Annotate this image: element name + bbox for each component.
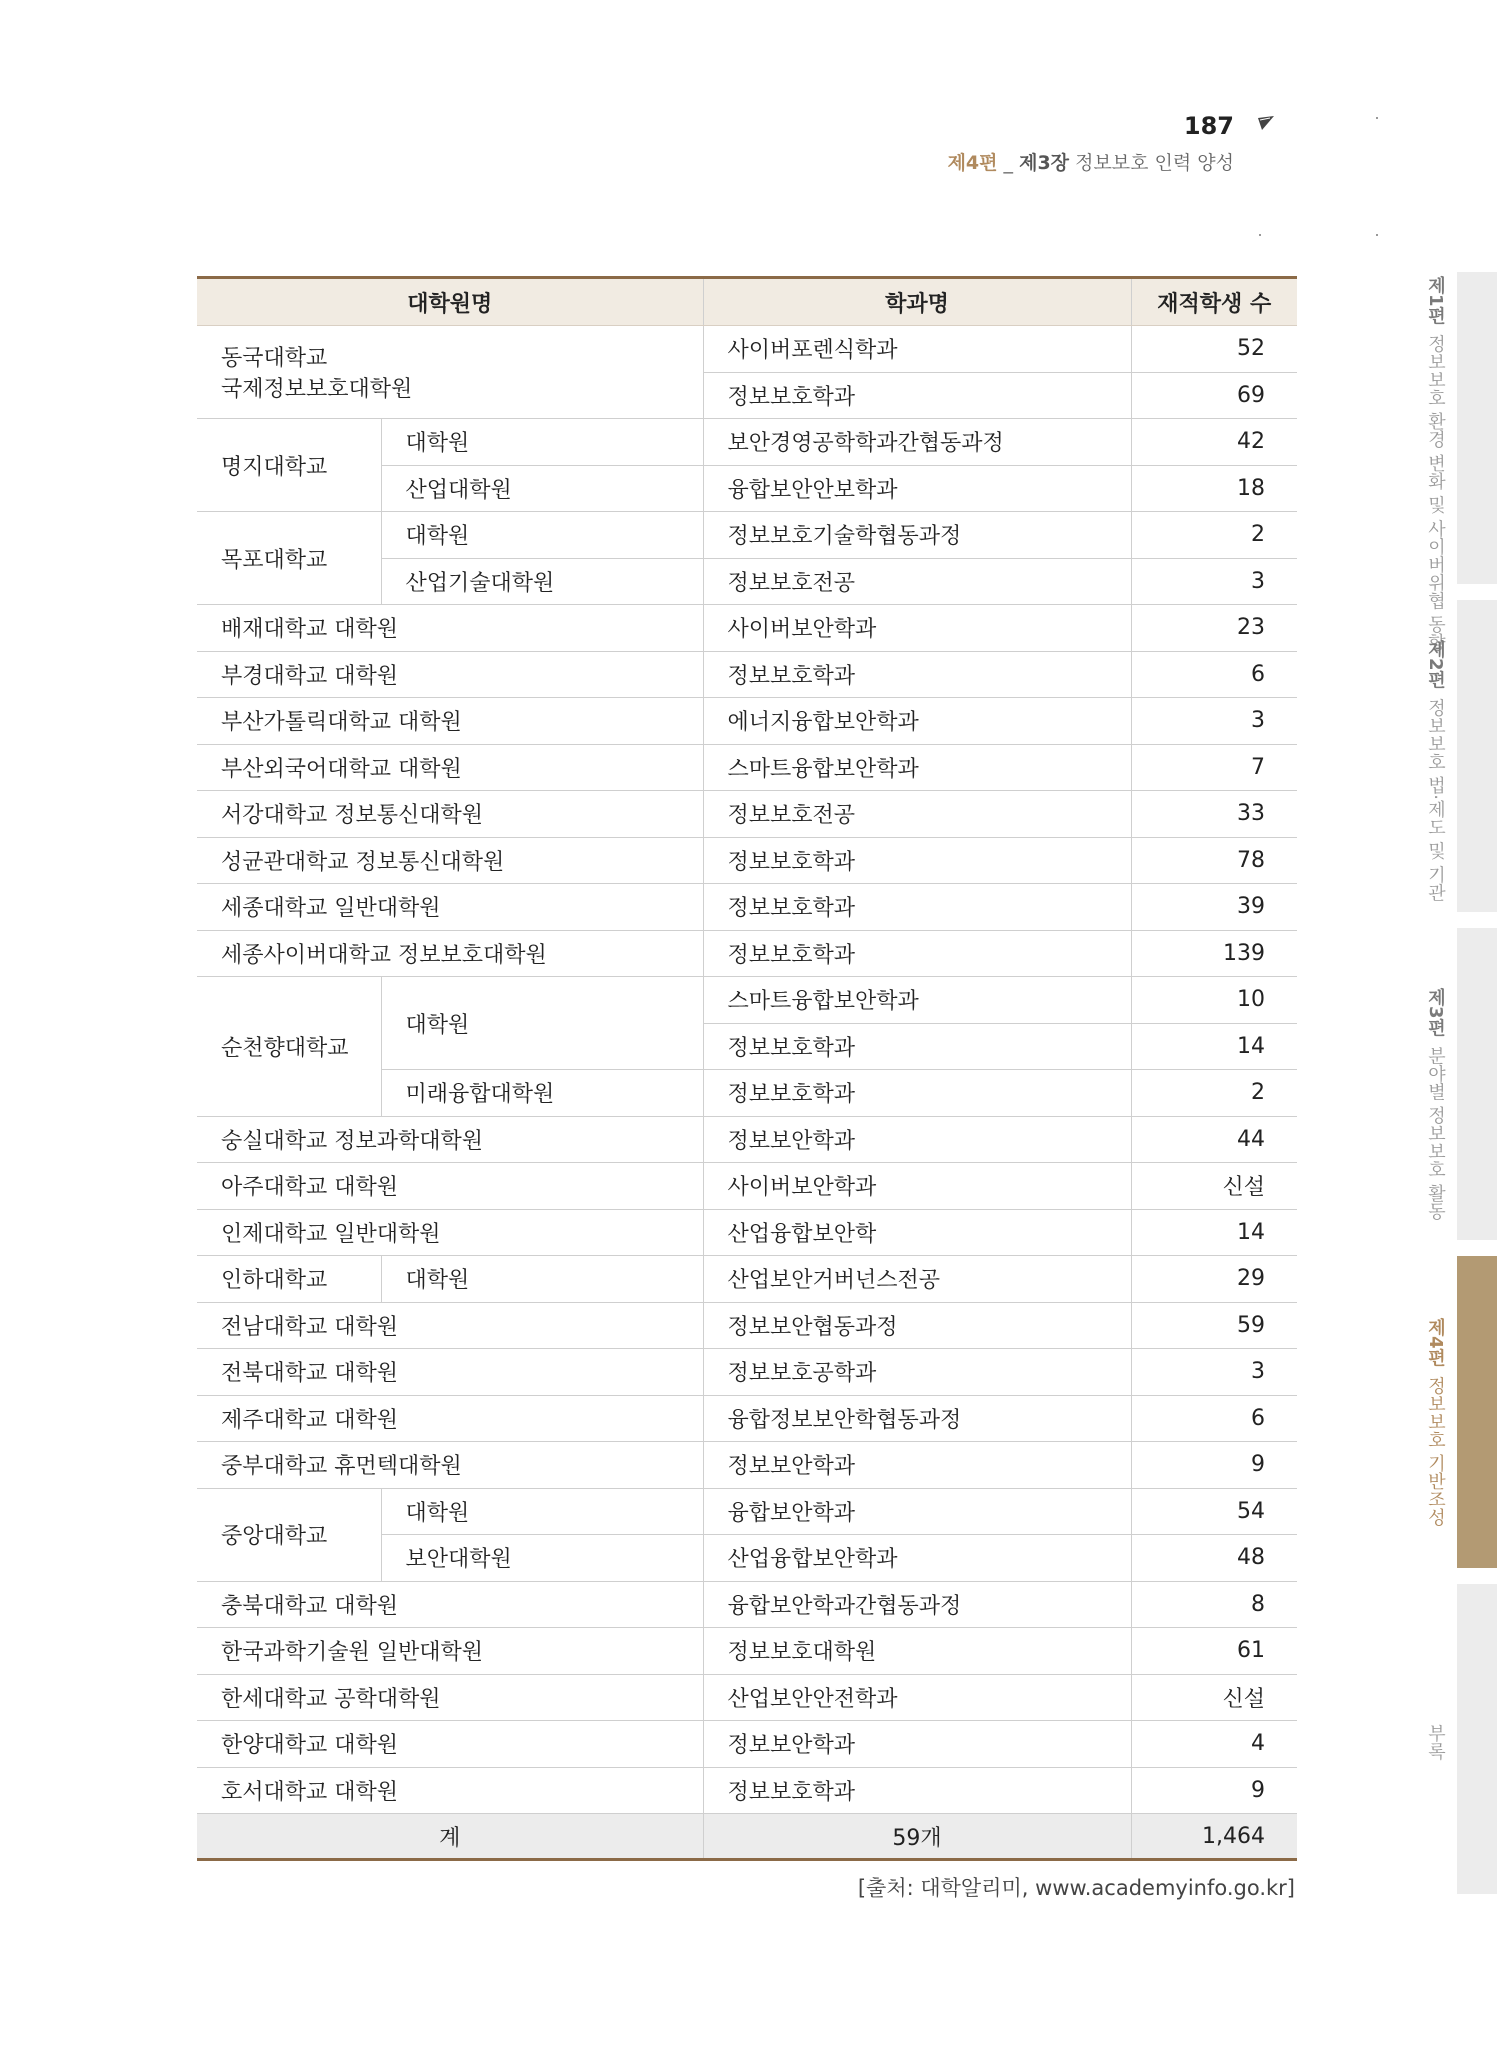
count-cell: 69 [1131,372,1297,419]
department-cell: 정보보호학과 [703,837,1131,884]
total-department-count: 59개 [703,1814,1131,1860]
university-cell: 부산가톨릭대학교 대학원 [197,698,703,745]
department-cell: 융합보안학과 [703,1488,1131,1535]
university-cell: 전남대학교 대학원 [197,1302,703,1349]
count-cell: 42 [1131,419,1297,466]
table-row [197,1721,1297,1768]
department-cell: 사이버포렌식학과 [703,326,1131,373]
crop-mark [1259,234,1261,236]
count-cell: 신설 [1131,1163,1297,1210]
university-cell: 아주대학교 대학원 [197,1163,703,1210]
department-cell: 정보보호학과 [703,930,1131,977]
department-cell: 스마트융합보안학과 [703,744,1131,791]
count-cell: 9 [1131,1442,1297,1489]
table-row [197,1209,1297,1256]
table-row [197,1628,1297,1675]
graduate-school-table [197,276,1297,1861]
table-row [197,791,1297,838]
side-label-part: 제1편 [1425,276,1446,325]
chapter-title [948,148,1234,175]
side-label-part: 제3편 [1425,988,1446,1037]
chapter-name: 정보보호 인력 양성 [1069,152,1234,174]
department-cell: 보안경영공학학과간협동과정 [703,419,1131,466]
count-cell: 7 [1131,744,1297,791]
department-cell: 정보보안학과 [703,1116,1131,1163]
department-cell: 정보보호학과 [703,372,1131,419]
university-cell: 서강대학교 정보통신대학원 [197,791,703,838]
table-row [197,744,1297,791]
side-label-title: 정보보호 법·제도 및 기관 [1425,698,1446,902]
department-cell: 산업융합보안학 [703,1209,1131,1256]
count-cell: 78 [1131,837,1297,884]
count-cell: 59 [1131,1302,1297,1349]
count-cell: 6 [1131,1395,1297,1442]
department-cell: 산업보안거버넌스전공 [703,1256,1131,1303]
university-cell: 배재대학교 대학원 [197,605,703,652]
chapter-number: 제3장 [1019,152,1070,174]
count-cell: 2 [1131,512,1297,559]
department-cell: 사이버보안학과 [703,1163,1131,1210]
count-cell: 23 [1131,605,1297,652]
university-cell: 성균관대학교 정보통신대학원 [197,837,703,884]
side-label-part2 [1412,640,1448,901]
side-label-title: 부록 [1425,1724,1446,1760]
count-cell: 3 [1131,558,1297,605]
side-label-title: 정보보호 환경 변화 및 사이버위협 동향 [1425,334,1446,652]
count-cell: 3 [1131,1349,1297,1396]
table-row [197,1302,1297,1349]
count-cell: 54 [1131,1488,1297,1535]
column-header-university: 대학원명 [197,278,703,326]
table-row [197,1488,1297,1535]
university-cell: 동국대학교 국제정보보호대학원 [197,326,703,419]
side-label-part1 [1412,276,1448,651]
university-cell: 인하대학교 [197,1256,381,1303]
department-cell: 정보보호학과 [703,884,1131,931]
school-cell: 대학원 [381,512,703,559]
count-cell: 39 [1131,884,1297,931]
source-note: [출처: 대학알리미, www.academyinfo.go.kr] [857,1876,1295,1900]
count-cell: 신설 [1131,1674,1297,1721]
count-cell: 6 [1131,651,1297,698]
university-cell: 전북대학교 대학원 [197,1349,703,1396]
school-cell: 산업기술대학원 [381,558,703,605]
department-cell: 정보보안협동과정 [703,1302,1131,1349]
university-cell: 부산외국어대학교 대학원 [197,744,703,791]
department-cell: 정보보호공학과 [703,1349,1131,1396]
table-row [197,605,1297,652]
side-label-title: 정보보호 기반조성 [1425,1376,1446,1527]
university-cell: 한양대학교 대학원 [197,1721,703,1768]
count-cell: 9 [1131,1767,1297,1814]
department-cell: 산업융합보안학과 [703,1535,1131,1582]
department-cell: 정보보호전공 [703,558,1131,605]
department-cell: 정보보호학과 [703,1023,1131,1070]
chapter-separator: _ [997,152,1020,174]
table-row [197,419,1297,466]
count-cell: 4 [1131,1721,1297,1768]
department-cell: 정보보호기술학협동과정 [703,512,1131,559]
count-cell: 29 [1131,1256,1297,1303]
table-row [197,326,1297,373]
table-row [197,837,1297,884]
department-cell: 산업보안안전학과 [703,1674,1131,1721]
department-cell: 정보보안학과 [703,1442,1131,1489]
university-cell: 세종대학교 일반대학원 [197,884,703,931]
page-number: 187 [1183,112,1234,140]
total-row [197,1814,1297,1860]
table-row [197,651,1297,698]
university-cell: 세종사이버대학교 정보보호대학원 [197,930,703,977]
count-cell: 8 [1131,1581,1297,1628]
school-cell: 대학원 [381,419,703,466]
count-cell: 3 [1131,698,1297,745]
university-cell: 호서대학교 대학원 [197,1767,703,1814]
department-cell: 정보보안학과 [703,1721,1131,1768]
page-flag-icon [1258,116,1274,132]
crop-mark [1376,117,1378,119]
department-cell: 융합보안안보학과 [703,465,1131,512]
table-row [197,1674,1297,1721]
count-cell: 10 [1131,977,1297,1024]
count-cell: 61 [1131,1628,1297,1675]
university-cell: 목포대학교 [197,512,381,605]
side-label-part: 제4편 [1425,1318,1446,1367]
table-row [197,1256,1297,1303]
table-row [197,1581,1297,1628]
side-label-part4 [1412,1318,1448,1526]
column-header-student-count: 재적학생 수 [1131,278,1297,326]
count-cell: 139 [1131,930,1297,977]
table-row [197,930,1297,977]
table-row [197,1163,1297,1210]
university-cell: 명지대학교 [197,419,381,512]
side-tab-part4[interactable] [1457,1256,1497,1568]
department-cell: 에너지융합보안학과 [703,698,1131,745]
crop-mark [1376,234,1378,236]
total-label: 계 [197,1814,703,1860]
table-header-row [197,278,1297,326]
count-cell: 52 [1131,326,1297,373]
table-row [197,977,1297,1024]
university-cell: 순천향대학교 [197,977,381,1117]
university-cell: 숭실대학교 정보과학대학원 [197,1116,703,1163]
school-cell: 산업대학원 [381,465,703,512]
department-cell: 정보보호전공 [703,791,1131,838]
table-row [197,1767,1297,1814]
university-cell: 중부대학교 휴먼텍대학원 [197,1442,703,1489]
table-row [197,884,1297,931]
count-cell: 44 [1131,1116,1297,1163]
count-cell: 33 [1131,791,1297,838]
table-row [197,1442,1297,1489]
side-label-part: 제2편 [1425,640,1446,689]
count-cell: 14 [1131,1023,1297,1070]
count-cell: 18 [1131,465,1297,512]
side-tab-part1[interactable] [1457,272,1497,584]
department-cell: 정보보호대학원 [703,1628,1131,1675]
side-label-part3 [1412,988,1448,1220]
university-cell: 한세대학교 공학대학원 [197,1674,703,1721]
total-student-count: 1,464 [1131,1814,1297,1860]
part-label: 제4편 [947,152,998,174]
university-cell: 인제대학교 일반대학원 [197,1209,703,1256]
department-cell: 스마트융합보안학과 [703,977,1131,1024]
department-cell: 융합보안학과간협동과정 [703,1581,1131,1628]
department-cell: 사이버보안학과 [703,605,1131,652]
table-row [197,1349,1297,1396]
side-tab-appendix[interactable] [1457,1584,1497,1894]
count-cell: 14 [1131,1209,1297,1256]
school-cell: 대학원 [381,1488,703,1535]
university-cell: 제주대학교 대학원 [197,1395,703,1442]
side-tab-part2[interactable] [1457,600,1497,912]
side-label-title: 분야별 정보보호 활동 [1425,1046,1446,1220]
school-cell: 대학원 [381,977,703,1070]
column-header-department: 학과명 [703,278,1131,326]
count-cell: 48 [1131,1535,1297,1582]
table-row [197,698,1297,745]
department-cell: 정보보호학과 [703,1070,1131,1117]
school-cell: 대학원 [381,1256,703,1303]
department-cell: 융합정보보안학협동과정 [703,1395,1131,1442]
department-cell: 정보보호학과 [703,651,1131,698]
side-label-appendix [1412,1724,1448,1760]
school-cell: 미래융합대학원 [381,1070,703,1117]
university-cell: 부경대학교 대학원 [197,651,703,698]
table-row [197,512,1297,559]
count-cell: 2 [1131,1070,1297,1117]
university-cell: 한국과학기술원 일반대학원 [197,1628,703,1675]
department-cell: 정보보호학과 [703,1767,1131,1814]
table-row [197,1395,1297,1442]
university-cell: 중앙대학교 [197,1488,381,1581]
page-header [1184,112,1234,140]
university-cell: 충북대학교 대학원 [197,1581,703,1628]
school-cell: 보안대학원 [381,1535,703,1582]
table-row [197,1116,1297,1163]
side-tab-part3[interactable] [1457,928,1497,1240]
